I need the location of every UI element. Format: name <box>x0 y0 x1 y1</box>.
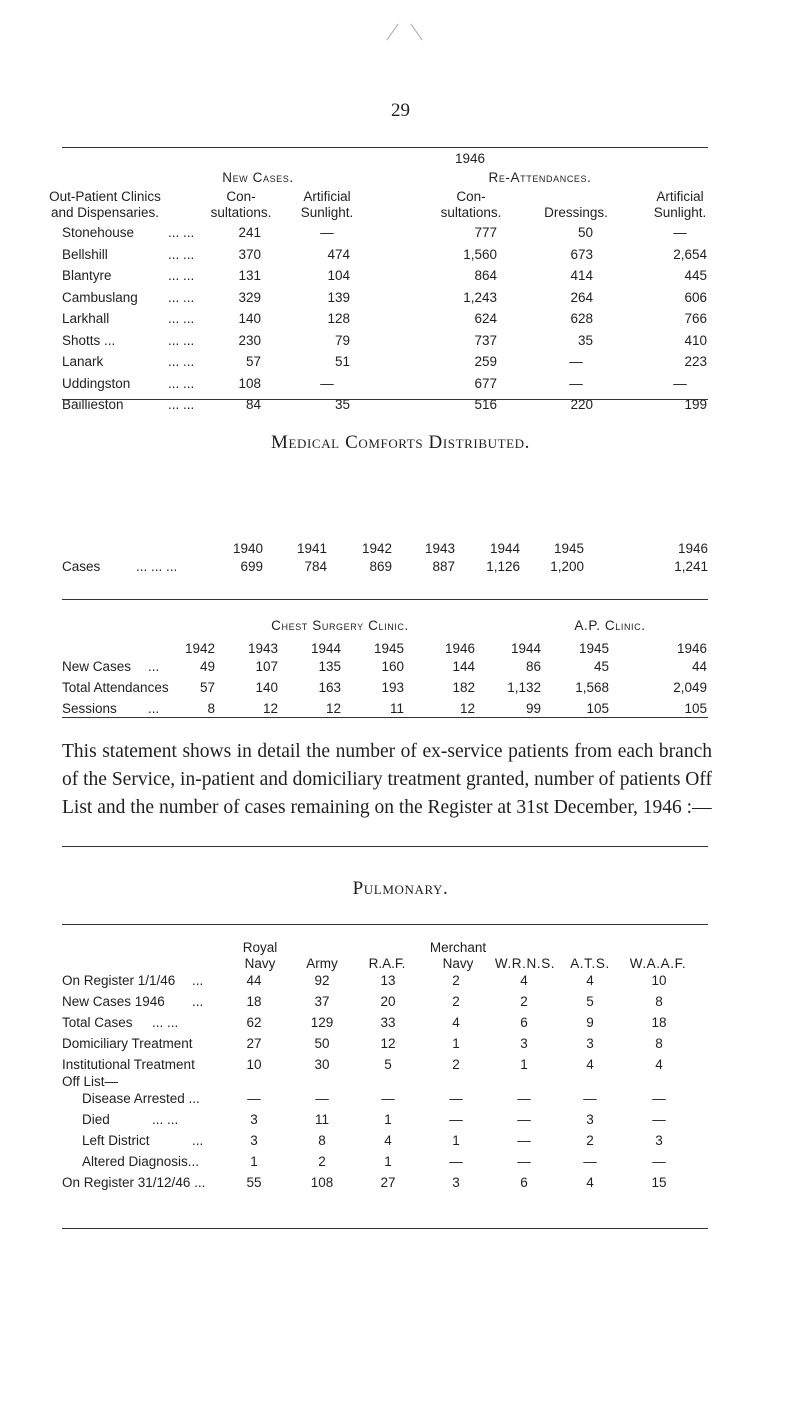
chest-value: 163 <box>318 680 341 695</box>
pulmonary-row-label: On Register 1/1/46 <box>62 973 176 988</box>
pulmonary-value: — <box>583 1154 597 1169</box>
page-number: 29 <box>391 100 410 121</box>
leader-dots: ... ... <box>168 375 195 391</box>
comforts-value: 887 <box>432 559 455 574</box>
clinic-name: Larkhall <box>62 311 110 326</box>
pulmonary-value: — <box>517 1154 531 1169</box>
top-rule <box>62 147 708 148</box>
group-re-attendances: Re-Attendances. <box>488 170 592 185</box>
pulmonary-value: 4 <box>586 1175 594 1190</box>
pulmonary-value: 12 <box>380 1036 396 1051</box>
pulmonary-value: 15 <box>651 1175 667 1190</box>
chest-value: 44 <box>691 659 707 674</box>
pulmonary-value: 3 <box>586 1036 594 1051</box>
pulmonary-value: 18 <box>246 994 262 1009</box>
pulmonary-row-label: New Cases 1946 <box>62 994 165 1009</box>
chest-year: 1945 <box>578 641 609 656</box>
group-new-cases: New Cases. <box>222 170 294 185</box>
pulmonary-value: — <box>652 1154 666 1169</box>
clinic-value: 35 <box>577 332 593 348</box>
col-head-bottom: sultations. <box>440 205 502 220</box>
chest-value: 1,132 <box>507 680 541 695</box>
pulmonary-value: 3 <box>250 1133 258 1148</box>
chest-bottom-rule <box>62 717 708 718</box>
comforts-title: Medical Comforts Distributed. <box>270 432 531 453</box>
chest-value: 193 <box>381 680 404 695</box>
pulmonary-value: — <box>517 1091 531 1106</box>
comforts-bottom-rule <box>62 599 708 600</box>
pulmonary-value: 4 <box>655 1057 663 1072</box>
comforts-value: 1,200 <box>550 559 584 574</box>
leader-dots: ... ... <box>168 311 195 326</box>
pulmonary-col-head-top: Royal <box>242 940 278 955</box>
comforts-value: 699 <box>240 559 263 574</box>
pulmonary-value: — <box>381 1091 395 1106</box>
clinic-value: 50 <box>577 225 593 240</box>
pulmonary-value: 2 <box>318 1154 326 1169</box>
clinic-value: 864 <box>474 268 497 283</box>
pulmonary-value: 13 <box>380 973 396 988</box>
leader-dots: ... ... <box>168 268 195 283</box>
pulmonary-value: 1 <box>452 1036 460 1051</box>
leader-dots: ... <box>192 973 204 988</box>
clinic-value: 677 <box>474 375 497 391</box>
clinic-value: 673 <box>570 246 593 262</box>
pulmonary-row-label: Left District <box>82 1133 150 1148</box>
clinic-value: 516 <box>474 397 497 412</box>
pulmonary-value: 2 <box>452 973 460 988</box>
chest-value: 57 <box>199 680 215 695</box>
chest-row-label: New Cases <box>62 659 132 674</box>
pulmonary-col-head-bottom: A.T.S. <box>570 956 610 971</box>
pulmonary-value: 1 <box>384 1154 392 1169</box>
clinic-value: — <box>320 225 334 240</box>
pulmonary-value: 3 <box>586 1112 594 1127</box>
pulmonary-value: 20 <box>380 994 396 1009</box>
pulmonary-value: 44 <box>246 973 262 988</box>
pulmonary-value: 6 <box>520 1015 528 1030</box>
pulmonary-value: 10 <box>651 973 667 988</box>
stub-head-1: Out-Patient Clinics <box>49 189 161 204</box>
comforts-year: 1940 <box>232 541 263 556</box>
comforts-year: 1941 <box>296 541 327 556</box>
clinics-bottom-rule <box>62 399 708 400</box>
chest-value: 105 <box>684 701 707 716</box>
pulmonary-col-head-top: Merchant <box>429 940 487 955</box>
pulmonary-value: 27 <box>380 1175 396 1190</box>
pulmonary-row-label: Total Cases <box>62 1015 133 1030</box>
clinic-value: 140 <box>238 311 261 326</box>
pulmonary-header-rule <box>62 924 708 925</box>
chest-row-label: Total Attendances <box>62 680 169 695</box>
group-ap-clinic: A.P. Clinic. <box>574 618 646 633</box>
pulmonary-value: 4 <box>586 973 594 988</box>
pulmonary-value: — <box>449 1112 463 1127</box>
pulmonary-value: 3 <box>520 1036 528 1051</box>
clinic-name: Uddingston <box>62 375 131 391</box>
clinic-value: 131 <box>238 268 261 283</box>
clinic-value: 414 <box>570 268 593 283</box>
col-head-top: Artificial <box>656 189 704 204</box>
leader-dots: ... ... <box>168 225 195 240</box>
comforts-value: 1,126 <box>486 559 520 574</box>
clinic-value: 624 <box>474 311 497 326</box>
leader-dots: ... ... <box>168 332 195 348</box>
col-head-top: Artificial <box>303 189 351 204</box>
col-head-bottom: sultations. <box>210 205 272 220</box>
leader-dots: ... ... <box>168 397 195 412</box>
clinic-value: — <box>673 375 687 391</box>
clinic-value: 410 <box>684 332 707 348</box>
pulmonary-value: — <box>247 1091 261 1106</box>
col-head-bottom: Sunlight. <box>653 205 707 220</box>
pulmonary-value: 5 <box>384 1057 392 1072</box>
col-head-bottom: Sunlight. <box>300 205 354 220</box>
clinic-value: — <box>569 354 583 369</box>
clinic-value: 737 <box>474 332 497 348</box>
chest-value: 12 <box>459 701 475 716</box>
pulmonary-row-label: Died <box>82 1112 110 1127</box>
pulmonary-value: — <box>583 1091 597 1106</box>
clinic-value: — <box>673 225 687 240</box>
pulmonary-row-label: On Register 31/12/46 ... <box>62 1175 206 1190</box>
pulmonary-value: 92 <box>314 973 330 988</box>
leader-dots: ... <box>148 659 160 674</box>
chest-year: 1946 <box>676 641 707 656</box>
pulmonary-value: — <box>315 1091 329 1106</box>
comforts-value: 1,241 <box>674 559 708 574</box>
pulmonary-value: 8 <box>655 1036 663 1051</box>
pulmonary-top-rule <box>62 846 708 847</box>
pulmonary-value: 8 <box>655 994 663 1009</box>
leader-dots: ... <box>148 701 160 716</box>
clinic-value: 264 <box>570 289 593 305</box>
clinic-value: 51 <box>334 354 350 369</box>
clinic-value: 1,560 <box>463 246 497 262</box>
pulmonary-value: 62 <box>246 1015 262 1030</box>
clinic-name: Lanark <box>62 354 104 369</box>
chest-year: 1943 <box>247 641 278 656</box>
pulmonary-title: Pulmonary. <box>352 878 449 899</box>
comforts-value: 869 <box>369 559 392 574</box>
chest-value: 1,568 <box>575 680 609 695</box>
pulmonary-value: 108 <box>310 1175 334 1190</box>
clinic-value: 370 <box>238 246 261 262</box>
clinic-value: 128 <box>327 311 350 326</box>
pulmonary-value: 4 <box>520 973 528 988</box>
pulmonary-value: — <box>517 1112 531 1127</box>
pulmonary-value: — <box>652 1112 666 1127</box>
pulmonary-value: 10 <box>246 1057 262 1072</box>
pulmonary-value: 2 <box>452 1057 460 1072</box>
clinic-value: 104 <box>327 268 350 283</box>
pulmonary-value: 50 <box>314 1036 330 1051</box>
clinic-value: 84 <box>245 397 261 412</box>
comforts-value: 784 <box>304 559 327 574</box>
clinic-value: 57 <box>245 354 261 369</box>
pulmonary-row-label: Disease Arrested ... <box>82 1091 200 1106</box>
clinic-name: Cambuslang <box>62 289 138 305</box>
chest-year: 1945 <box>373 641 404 656</box>
pulmonary-value: 30 <box>314 1057 330 1072</box>
clinic-value: 777 <box>474 225 497 240</box>
pulmonary-value: 18 <box>651 1015 667 1030</box>
comforts-row-label: Cases <box>62 559 101 574</box>
statement-paragraph: This statement shows in detail the number of ex-service patients from each branch of the Service, in-patient and domiciliary treatment granted, number of patients Off List and the number of cases remaining on the Register at 31st December, 1946 :— <box>62 741 712 818</box>
leader-dots: ... ... <box>168 246 195 262</box>
pulmonary-value: 55 <box>246 1175 262 1190</box>
pulmonary-value: 4 <box>586 1057 594 1072</box>
chest-value: 160 <box>381 659 404 674</box>
pulmonary-value: 37 <box>314 994 330 1009</box>
chest-row-label: Sessions <box>62 701 117 716</box>
pulmonary-col-head-bottom: Navy <box>244 956 276 971</box>
crop-marks <box>392 22 420 23</box>
clinic-value: 220 <box>570 397 593 412</box>
chest-value: 99 <box>525 701 541 716</box>
leader-dots: ... ... <box>152 1015 179 1030</box>
pulmonary-col-head-bottom: Navy <box>442 956 474 971</box>
clinic-name: Blantyre <box>62 268 112 283</box>
pulmonary-value: 1 <box>384 1112 392 1127</box>
leader-dots: ... <box>192 994 204 1009</box>
chest-value: 12 <box>262 701 278 716</box>
pulmonary-col-head-bottom: Army <box>306 956 338 971</box>
pulmonary-value: 33 <box>380 1015 396 1030</box>
chest-value: 86 <box>525 659 541 674</box>
leader-dots: ... <box>192 1133 204 1148</box>
clinic-value: 35 <box>334 397 350 412</box>
clinic-value: 223 <box>684 354 707 369</box>
pulmonary-value: — <box>449 1091 463 1106</box>
pulmonary-value: 2 <box>586 1133 594 1148</box>
leader-dots: ... ... <box>168 354 195 369</box>
pulmonary-value: 129 <box>310 1015 334 1030</box>
chest-value: 144 <box>452 659 475 674</box>
pulmonary-value: 6 <box>520 1175 528 1190</box>
comforts-year: 1946 <box>677 541 708 556</box>
pulmonary-col-head-bottom: W.R.N.S. <box>494 956 556 971</box>
col-head-top: Con- <box>456 189 486 204</box>
pulmonary-value: — <box>652 1091 666 1106</box>
pulmonary-value: 3 <box>250 1112 258 1127</box>
clinic-value: 241 <box>238 225 261 240</box>
leader-dots: ... ... <box>152 1112 179 1127</box>
chest-value: 49 <box>199 659 215 674</box>
pulmonary-value: 2 <box>520 994 528 1009</box>
pulmonary-row-label: Domiciliary Treatment <box>62 1036 193 1051</box>
clinic-value: — <box>320 375 334 391</box>
chest-value: 107 <box>255 659 278 674</box>
chest-year: 1944 <box>510 641 541 656</box>
comforts-year: 1944 <box>489 541 520 556</box>
clinic-value: 606 <box>684 289 707 305</box>
clinic-value: 329 <box>238 289 261 305</box>
leader-dots: ... ... ... <box>136 559 178 574</box>
col-head-top: Con- <box>226 189 256 204</box>
chest-value: 45 <box>593 659 609 674</box>
clinic-value: 2,654 <box>673 246 707 262</box>
chest-value: 2,049 <box>673 680 707 695</box>
clinic-value: 766 <box>684 311 707 326</box>
pulmonary-value: 9 <box>586 1015 594 1030</box>
pulmonary-value: 27 <box>246 1036 262 1051</box>
pulmonary-row-label: Institutional Treatment <box>62 1057 195 1072</box>
pulmonary-col-head-bottom: R.A.F. <box>368 956 406 971</box>
clinic-value: 139 <box>327 289 350 305</box>
group-chest-surgery: Chest Surgery Clinic. <box>271 618 409 633</box>
chest-year: 1946 <box>444 641 475 656</box>
chest-value: 11 <box>389 701 404 716</box>
pulmonary-value: 1 <box>250 1154 258 1169</box>
clinic-value: — <box>569 375 583 391</box>
clinic-value: 445 <box>684 268 707 283</box>
chest-value: 140 <box>255 680 278 695</box>
col-head-bottom: Dressings. <box>544 205 608 220</box>
clinic-value: 259 <box>474 354 497 369</box>
clinic-value: 628 <box>570 311 593 326</box>
pulmonary-value: 1 <box>452 1133 460 1148</box>
clinic-value: 1,243 <box>463 289 497 305</box>
stub-head-2: and Dispensaries. <box>50 205 160 220</box>
chest-value: 12 <box>325 701 341 716</box>
clinic-value: 230 <box>238 332 261 348</box>
pulmonary-value: 3 <box>655 1133 663 1148</box>
clinic-value: 474 <box>327 246 350 262</box>
pulmonary-value: 4 <box>384 1133 392 1148</box>
comforts-year: 1943 <box>424 541 455 556</box>
clinics-year: 1946 <box>454 151 486 166</box>
pulmonary-value: 2 <box>452 994 460 1009</box>
clinic-value: 108 <box>238 375 261 391</box>
clinic-value: 199 <box>684 397 707 412</box>
pulmonary-value: 1 <box>520 1057 528 1072</box>
clinic-value: 79 <box>334 332 350 348</box>
chest-year: 1944 <box>310 641 341 656</box>
chest-value: 8 <box>207 701 215 716</box>
chest-year: 1942 <box>184 641 215 656</box>
clinic-name: Shotts ... <box>62 332 116 348</box>
comforts-year: 1945 <box>553 541 584 556</box>
pulmonary-value: 8 <box>318 1133 326 1148</box>
pulmonary-row-label: Altered Diagnosis... <box>82 1154 200 1169</box>
pulmonary-value: 5 <box>586 994 594 1009</box>
pulmonary-value: 11 <box>314 1112 329 1127</box>
chest-value: 135 <box>318 659 341 674</box>
comforts-year: 1942 <box>361 541 392 556</box>
clinic-name: Bellshill <box>62 246 108 262</box>
clinic-name: Baillieston <box>62 397 124 412</box>
leader-dots: ... ... <box>168 289 195 305</box>
chest-value: 182 <box>452 680 475 695</box>
pulmonary-value: — <box>449 1154 463 1169</box>
chest-value: 105 <box>586 701 609 716</box>
pulmonary-col-head-bottom: W.A.A.F. <box>629 956 687 971</box>
pulmonary-value: — <box>517 1133 531 1148</box>
pulmonary-value: 4 <box>452 1015 460 1030</box>
pulmonary-row-label: Off List— <box>62 1073 119 1089</box>
pulmonary-value: 3 <box>452 1175 460 1190</box>
pulmonary-bottom-rule <box>62 1228 708 1229</box>
clinic-name: Stonehouse <box>62 225 135 240</box>
